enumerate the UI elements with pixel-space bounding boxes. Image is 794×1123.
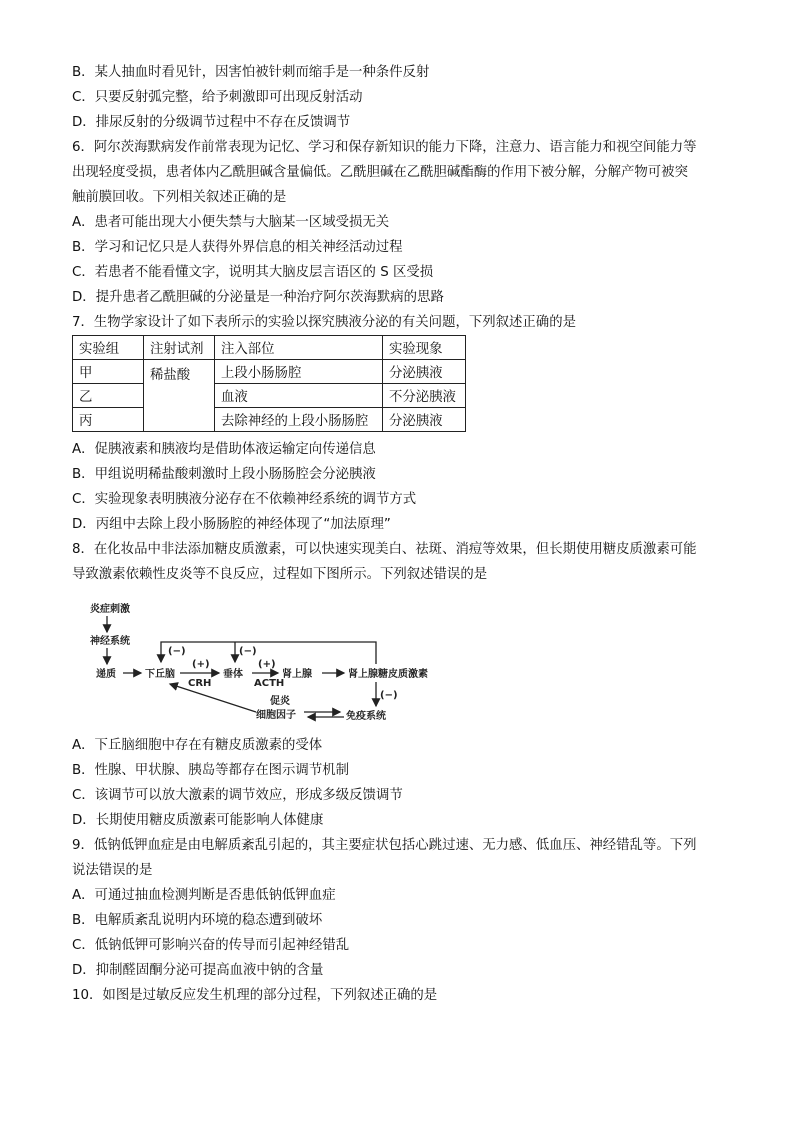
table-cell-site: 去除神经的上段小肠肠腔 bbox=[215, 408, 383, 432]
option-8b: B．性腺、甲状腺、胰岛等都存在图示调节机制 bbox=[72, 763, 349, 778]
table-header: 注射试剂 bbox=[144, 336, 215, 360]
table-header: 实验现象 bbox=[383, 336, 466, 360]
node-pituitary: 垂体 bbox=[223, 669, 243, 680]
option-9a: A．可通过抽血检测判断是否患低钠低钾血症 bbox=[72, 888, 336, 903]
option-8a: A．下丘脑细胞中存在有糖皮质激素的受体 bbox=[72, 738, 323, 753]
question-7: 7．生物学家设计了如下表所示的实验以探究胰液分泌的有关问题，下列叙述正确的是 bbox=[72, 315, 576, 330]
node-glucocorticoid: 肾上腺糖皮质激素 bbox=[348, 669, 428, 680]
table-cell-group: 甲 bbox=[73, 360, 144, 384]
option-7d: D．丙组中去除上段小肠肠腔的神经体现了“加法原理” bbox=[72, 517, 391, 532]
table-row bbox=[73, 384, 466, 408]
question-6-line-3: 触前膜回收。下列相关叙述正确的是 bbox=[72, 190, 287, 205]
label-minus-3: (−) bbox=[380, 690, 398, 701]
option-6a: A．患者可能出现大小便失禁与大脑某一区域受损无关 bbox=[72, 215, 390, 230]
table-cell-reagent: 稀盐酸 bbox=[144, 360, 215, 432]
option-6b: B．学习和记忆只是人获得外界信息的相关神经活动过程 bbox=[72, 240, 403, 255]
table-cell-group: 乙 bbox=[73, 384, 144, 408]
question-9-line-2: 说法错误的是 bbox=[72, 863, 153, 878]
option-6c: C．若患者不能看懂文字，说明其大脑皮层言语区的 S 区受损 bbox=[72, 265, 434, 280]
question-10: 10．如图是过敏反应发生机理的部分过程，下列叙述正确的是 bbox=[72, 988, 438, 1003]
node-cytokine-line-2: 细胞因子 bbox=[256, 710, 296, 721]
table-row bbox=[73, 408, 466, 432]
label-minus-2: (−) bbox=[239, 646, 257, 657]
option-8c: C．该调节可以放大激素的调节效应，形成多级反馈调节 bbox=[72, 788, 403, 803]
question-9-line-1: 9．低钠低钾血症是由电解质紊乱引起的，其主要症状包括心跳过速、无力感、低血压、神经错乱等。下列 bbox=[72, 838, 697, 853]
table-cell-result: 分泌胰液 bbox=[383, 408, 466, 432]
table-cell-group: 丙 bbox=[73, 408, 144, 432]
label-plus-1: (+) bbox=[192, 659, 210, 670]
option-9c: C．低钠低钾可影响兴奋的传导而引起神经错乱 bbox=[72, 938, 350, 953]
table-row bbox=[73, 360, 466, 384]
table-header: 注入部位 bbox=[215, 336, 383, 360]
arrow-cytokine-hypothalamus bbox=[170, 684, 256, 712]
label-minus-1: (−) bbox=[168, 646, 186, 657]
node-nervous-system: 神经系统 bbox=[90, 636, 130, 647]
option-8d: D．长期使用糖皮质激素可能影响人体健康 bbox=[72, 813, 324, 828]
question-8-line-1: 8．在化妆品中非法添加糖皮质激素，可以快速实现美白、祛斑、消痘等效果，但长期使用糖皮质激素可能 bbox=[72, 542, 697, 557]
question-6-line-1: 6．阿尔茨海默病发作前常表现为记忆、学习和保存新知识的能力下降，注意力、语言能力和视空间能力等 bbox=[72, 140, 697, 155]
question-8-line-2: 导致激素依赖性皮炎等不良反应，过程如下图所示。下列叙述错误的是 bbox=[72, 567, 488, 582]
table-cell-site: 血液 bbox=[215, 384, 383, 408]
option-9d: D．抑制醛固酮分泌可提高血液中钠的含量 bbox=[72, 963, 324, 978]
hormone-regulation-diagram bbox=[86, 588, 456, 730]
option-7b: B．甲组说明稀盐酸刺激时上段小肠肠腔会分泌胰液 bbox=[72, 467, 376, 482]
option-7a: A．促胰液素和胰液均是借助体液运输定向传递信息 bbox=[72, 442, 376, 457]
node-cytokine-line-1: 促炎 bbox=[270, 696, 290, 707]
node-transmitter: 递质 bbox=[96, 669, 116, 680]
table-header: 实验组 bbox=[73, 336, 144, 360]
option-7c: C．实验现象表明胰液分泌存在不依赖神经系统的调节方式 bbox=[72, 492, 417, 507]
node-immune-system: 免疫系统 bbox=[346, 711, 386, 722]
table-cell-result: 不分泌胰液 bbox=[383, 384, 466, 408]
node-inflammation: 炎症刺激 bbox=[90, 604, 130, 615]
option-9b: B．电解质紊乱说明内环境的稳态遭到破坏 bbox=[72, 913, 323, 928]
option-5c: C．只要反射弧完整，给予刺激即可出现反射活动 bbox=[72, 90, 363, 105]
experiment-table bbox=[72, 335, 466, 432]
table-header-row bbox=[73, 336, 466, 360]
label-crh: CRH bbox=[188, 678, 212, 689]
option-6d: D．提升患者乙酰胆碱的分泌量是一种治疗阿尔茨海默病的思路 bbox=[72, 290, 444, 305]
option-5d: D．排尿反射的分级调节过程中不存在反馈调节 bbox=[72, 115, 351, 130]
label-acth: ACTH bbox=[254, 678, 285, 689]
table-cell-result: 分泌胰液 bbox=[383, 360, 466, 384]
option-5b: B．某人抽血时看见针，因害怕被针刺而缩手是一种条件反射 bbox=[72, 65, 430, 80]
question-6-line-2: 出现轻度受损，患者体内乙酰胆碱含量偏低。乙酰胆碱在乙酰胆碱酯酶的作用下被分解，分解产物可被突 bbox=[72, 165, 688, 180]
node-adrenal: 肾上腺 bbox=[282, 669, 312, 680]
node-hypothalamus: 下丘脑 bbox=[145, 669, 175, 680]
table-cell-site: 上段小肠肠腔 bbox=[215, 360, 383, 384]
label-plus-2: (+) bbox=[258, 659, 276, 670]
